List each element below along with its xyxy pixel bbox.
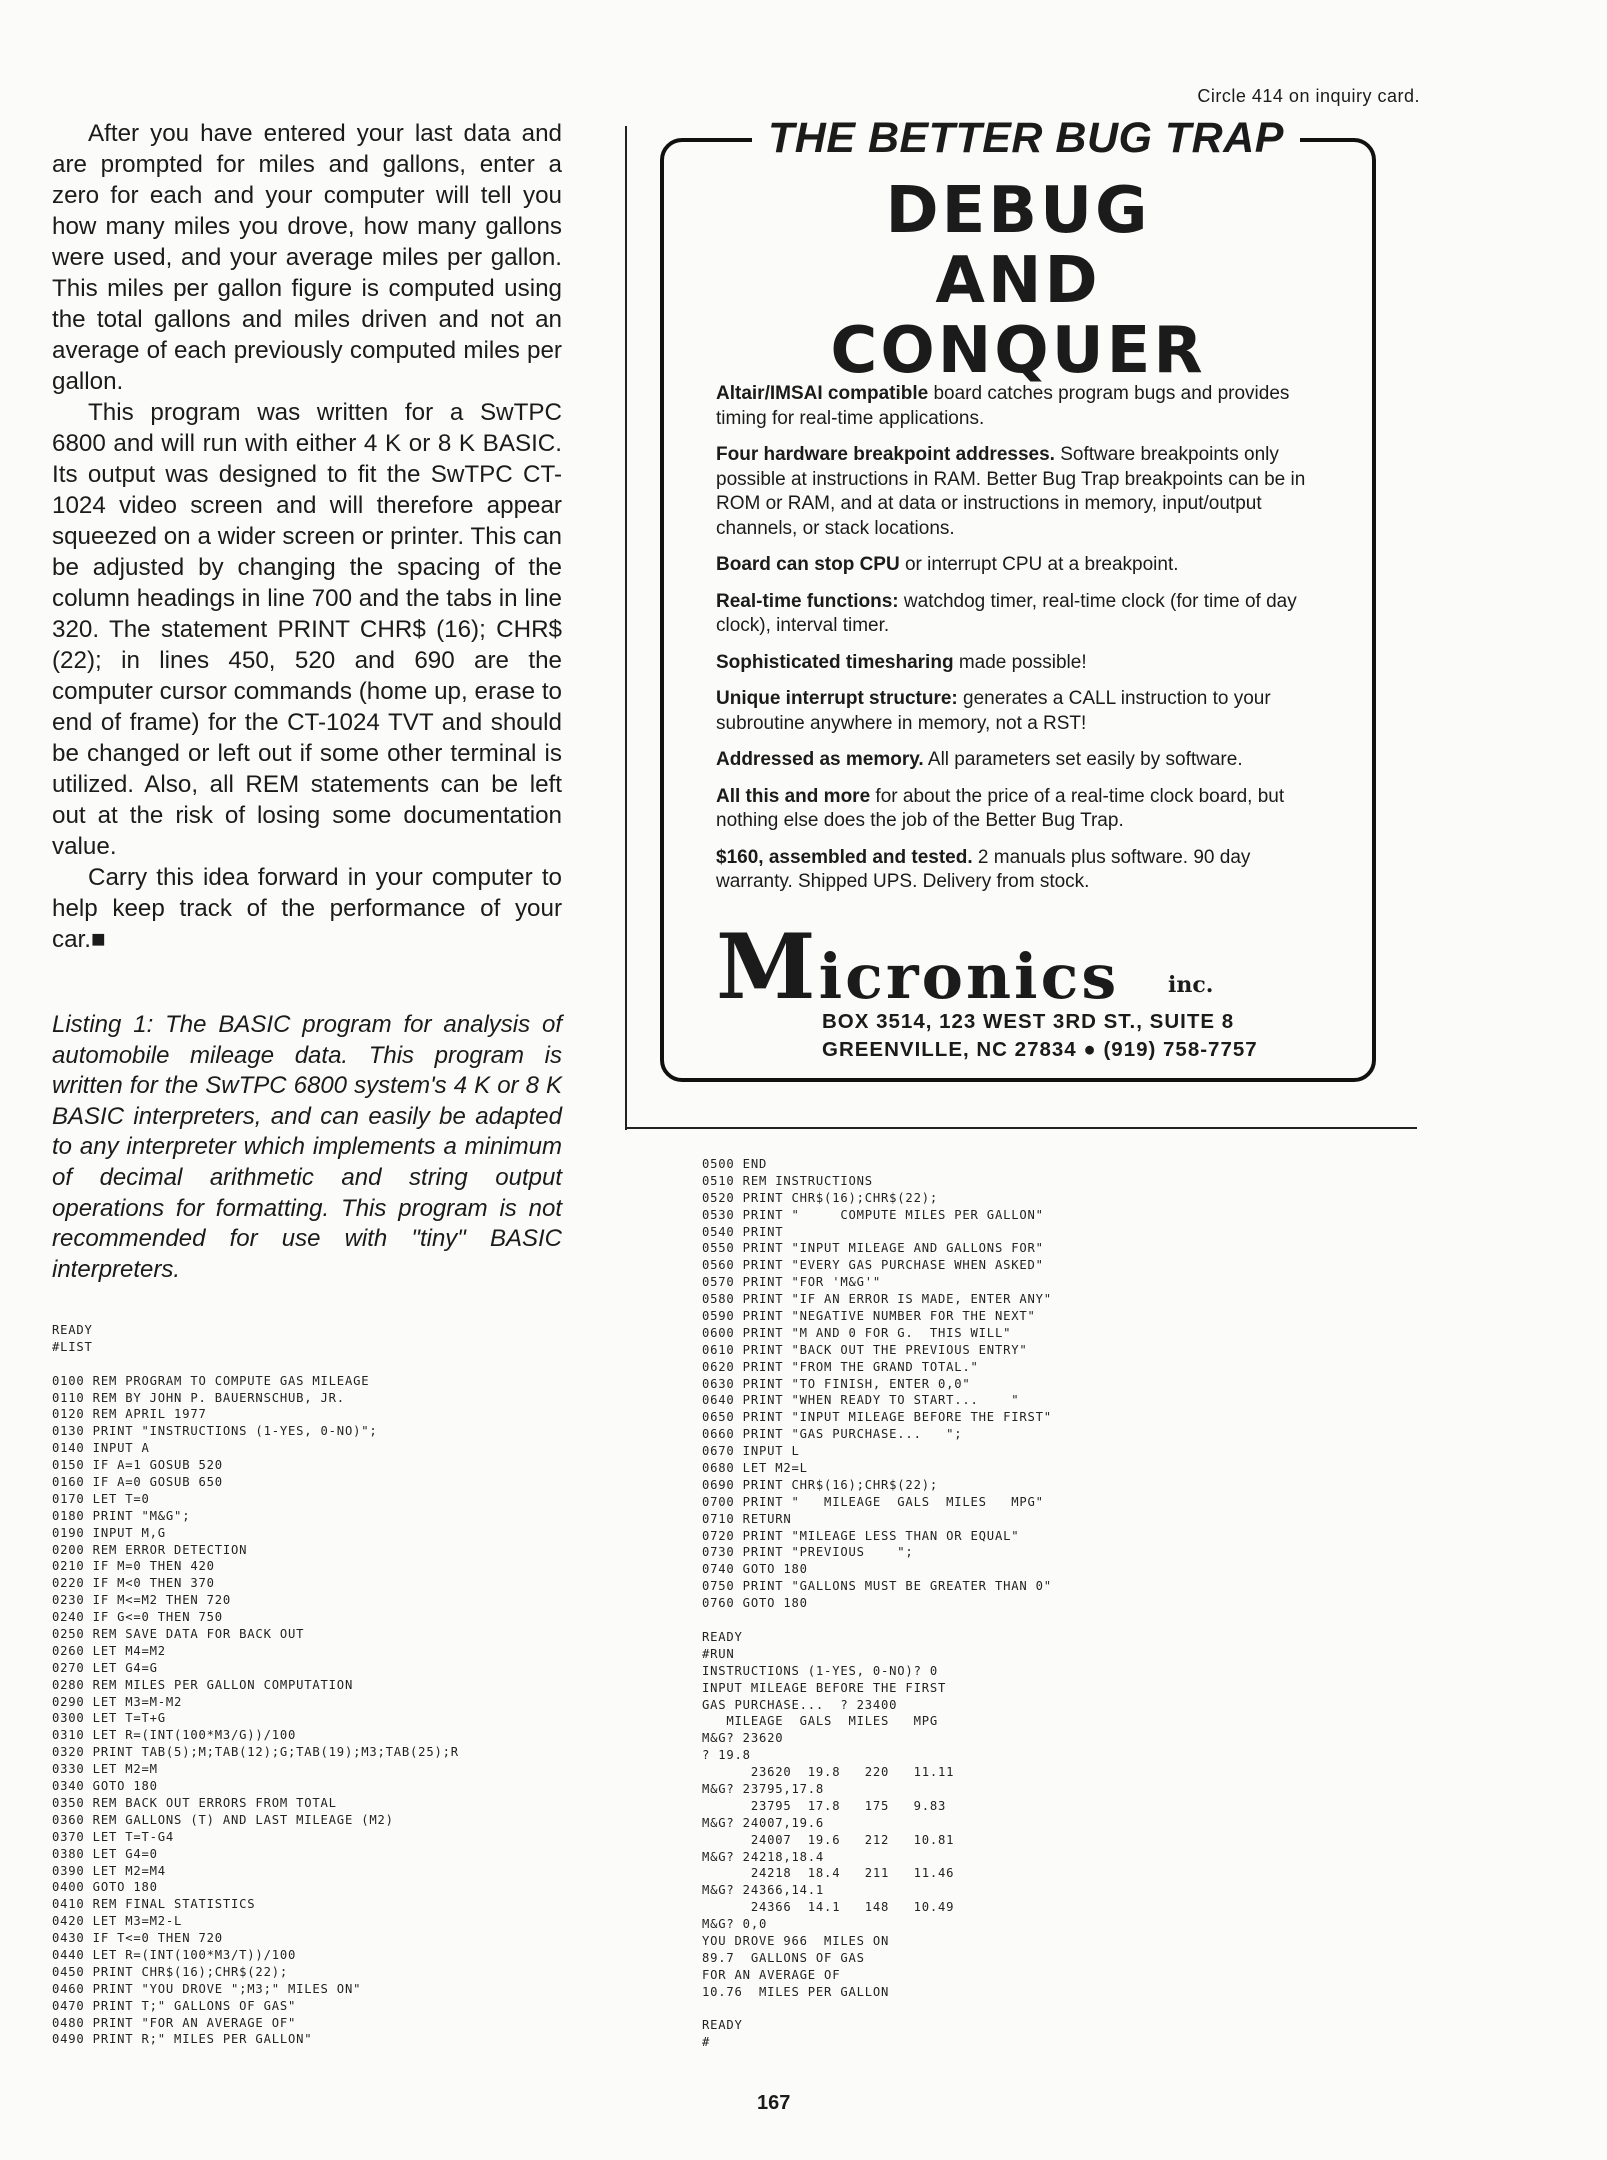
code-line: 0180 PRINT "M&G"; [52, 1508, 191, 1523]
code-line: 24366 14.1 148 10.49 [702, 1900, 955, 1915]
article-paragraph: After you have entered your last data and are prompted for miles and gallons, enter a zero for each and your computer will tell you how many miles you drove, how many gallons were used, and your average miles per gallon. This miles per gallon figure is computed using the total gallons and miles driven and not an average of each previously computed miles per gallon. [52, 120, 562, 395]
code-line: 0100 REM PROGRAM TO COMPUTE GAS MILEAGE [52, 1373, 370, 1388]
code-line: 0700 PRINT " MILEAGE GALS MILES MPG" [702, 1494, 1044, 1509]
code-line: 0760 GOTO 180 [702, 1596, 808, 1611]
code-line: 0310 LET R=(INT(100*M3/G))/100 [52, 1728, 297, 1743]
code-line: 0190 INPUT M,G [52, 1525, 166, 1540]
code-line: 0300 LET T=T+G [52, 1711, 166, 1726]
code-line: 0480 PRINT "FOR AN AVERAGE OF" [52, 2015, 297, 2030]
code-line: GAS PURCHASE... ? 23400 [702, 1697, 898, 1712]
code-line: M&G? 24007,19.6 [702, 1815, 825, 1830]
company-address: BOX 3514, 123 WEST 3RD ST., SUITE 8 GREENVILLE, NC 27834 ● (919) 758-7757 [822, 1010, 1258, 1061]
code-line: 0400 GOTO 180 [52, 1880, 158, 1895]
code-line: 0320 PRINT TAB(5);M;TAB(12);G;TAB(19);M3;TAB(25);R [52, 1745, 459, 1760]
code-line: 0210 IF M=0 THEN 420 [52, 1559, 215, 1574]
code-line: 0580 PRINT "IF AN ERROR IS MADE, ENTER ANY" [702, 1292, 1052, 1307]
code-line: 0380 LET G4=0 [52, 1846, 158, 1861]
code-line: READY [702, 2018, 743, 2033]
code-line: 0500 END [702, 1157, 768, 1171]
code-line: 0450 PRINT CHR$(16);CHR$(22); [52, 1964, 288, 1979]
logo-inc: inc. [1168, 972, 1214, 998]
code-line: 0460 PRINT "YOU DROVE ";M3;" MILES ON" [52, 1981, 362, 1996]
code-line: # [702, 2035, 711, 2050]
code-line: 0230 IF M<=M2 THEN 720 [52, 1593, 232, 1608]
listing-caption: Listing 1: The BASIC program for analysis of automobile mileage data. This program is written for the SwTPC 6800 system's 4 K or 8 K BASIC interpreters, and can easily be adapted to any interpreter which implements a minimum of decimal arithmetic and string output operations for formatting. This program is not recommended for use with "tiny" BASIC interpreters. [52, 1011, 562, 1283]
code-line: 0510 REM INSTRUCTIONS [702, 1173, 873, 1188]
ad-title-and: AND [935, 244, 1101, 318]
ad-feature: Real-time functions: watchdog timer, real-time clock (for time of day clock), interval timer. [716, 590, 1297, 636]
code-line: READY [702, 1629, 743, 1644]
code-line: 0240 IF G<=0 THEN 750 [52, 1610, 223, 1625]
code-line: #LIST [52, 1339, 93, 1354]
code-line: 0170 LET T=0 [52, 1491, 150, 1506]
page-number: 167 [757, 2092, 791, 2114]
code-line: 0220 IF M<0 THEN 370 [52, 1576, 215, 1591]
inquiry-card-note: Circle 414 on inquiry card. [1197, 86, 1420, 106]
code-line: 0520 PRINT CHR$(16);CHR$(22); [702, 1190, 938, 1205]
code-line: 0160 IF A=0 GOSUB 650 [52, 1475, 223, 1490]
ad-title-conquer: CONQUER [830, 314, 1206, 388]
code-line: 0430 IF T<=0 THEN 720 [52, 1931, 223, 1946]
code-line: 0740 GOTO 180 [702, 1562, 808, 1577]
code-line: 0710 RETURN [702, 1511, 792, 1526]
code-line: 0130 PRINT "INSTRUCTIONS (1-YES, 0-NO)"; [52, 1424, 378, 1439]
code-line: 0630 PRINT "TO FINISH, ENTER 0,0" [702, 1376, 971, 1391]
code-line: 0530 PRINT " COMPUTE MILES PER GALLON" [702, 1207, 1044, 1222]
code-line: M&G? 23795,17.8 [702, 1781, 825, 1796]
ad-feature: Board can stop CPU or interrupt CPU at a breakpoint. [716, 554, 1179, 575]
micronics-logo: Micronics [716, 914, 1120, 1020]
code-line: 0680 LET M2=L [702, 1461, 808, 1476]
code-line: 0140 INPUT A [52, 1441, 150, 1456]
code-line: M&G? 24218,18.4 [702, 1849, 825, 1864]
code-line: INSTRUCTIONS (1-YES, 0-NO)? 0 [702, 1663, 938, 1678]
code-line: FOR AN AVERAGE OF [702, 1967, 841, 1982]
ad-feature: Unique interrupt structure: generates a CALL instruction to your subroutine anywhere in memory, not a RST! [716, 688, 1271, 734]
article-text [52, 118, 562, 955]
code-line: 0280 REM MILES PER GALLON COMPUTATION [52, 1677, 354, 1692]
code-line: 0110 REM BY JOHN P. BAUERNSCHUB, JR. [52, 1390, 345, 1405]
code-line: 0640 PRINT "WHEN READY TO START... " [702, 1393, 1020, 1408]
ad-feature: Four hardware breakpoint addresses. Software breakpoints only possible at instructions in RAM. Better Bug Trap breakpoints can be in ROM or RAM, and at data or instructions in memory, input/output channels, or stack locations. [716, 444, 1306, 539]
ad-headline: THE BETTER BUG TRAP [752, 112, 1300, 164]
code-line: 0250 REM SAVE DATA FOR BACK OUT [52, 1627, 305, 1642]
code-line: 0370 LET T=T-G4 [52, 1829, 175, 1844]
ad-title-debug: DEBUG [885, 174, 1151, 248]
code-line: 0200 REM ERROR DETECTION [52, 1542, 248, 1557]
code-line: MILEAGE GALS MILES MPG [702, 1714, 938, 1729]
code-line: 24007 19.6 212 10.81 [702, 1832, 955, 1847]
article-paragraph: Carry this idea forward in your computer to help keep track of the performance of your car.■ [52, 864, 562, 953]
listing-left [52, 1322, 459, 2048]
code-line: 0270 LET G4=G [52, 1660, 158, 1675]
code-line: 0730 PRINT "PREVIOUS "; [702, 1545, 914, 1560]
code-line: 10.76 MILES PER GALLON [702, 1984, 890, 1999]
ad-feature: Addressed as memory. All parameters set easily by software. [716, 749, 1243, 770]
listing-right [702, 1156, 1052, 2051]
code-line: 0470 PRINT T;" GALLONS OF GAS" [52, 1998, 297, 2013]
code-line: 0590 PRINT "NEGATIVE NUMBER FOR THE NEXT" [702, 1309, 1036, 1324]
code-line: 23620 19.8 220 11.11 [702, 1765, 955, 1780]
ad-feature: All this and more for about the price of a real-time clock board, but nothing else does the job of the Better Bug Trap. [716, 785, 1285, 831]
article-paragraph: This program was written for a SwTPC 6800 and will run with either 4 K or 8 K BASIC. Its output was designed to fit the SwTPC CT-1024 video screen and will therefore appear squeezed on a wider screen or printer. This can be adjusted by changing the spacing of the column headings in line 700 and the tabs in line 320. The statement PRINT CHR$ (16); CHR$ (22); in lines 450, 520 and 690 are the computer cursor commands (home up, erase to end of frame) for the CT-1024 TVT and should be changed or left out if some other terminal is utilized. Also, all REM statements can be left out at the risk of losing some documentation value. [52, 399, 562, 860]
code-line: 0120 REM APRIL 1977 [52, 1407, 207, 1422]
code-line: 23795 17.8 175 9.83 [702, 1798, 947, 1813]
code-line: 0570 PRINT "FOR 'M&G'" [702, 1275, 882, 1290]
code-line: 0610 PRINT "BACK OUT THE PREVIOUS ENTRY" [702, 1342, 1028, 1357]
code-line: M&G? 0,0 [702, 1917, 768, 1932]
code-line: 0490 PRINT R;" MILES PER GALLON" [52, 2032, 313, 2047]
code-line: 0350 REM BACK OUT ERRORS FROM TOTAL [52, 1795, 337, 1810]
code-line: 0420 LET M3=M2-L [52, 1914, 183, 1929]
code-line: 0340 GOTO 180 [52, 1779, 158, 1794]
code-line: M&G? 23620 [702, 1731, 784, 1746]
code-line [702, 1612, 1052, 1629]
ad-feature: $160, assembled and tested. 2 manuals plus software. 90 day warranty. Shipped UPS. Delivery from stock. [716, 846, 1251, 892]
code-line: 0550 PRINT "INPUT MILEAGE AND GALLONS FOR" [702, 1241, 1044, 1256]
code-line: 0440 LET R=(INT(100*M3/T))/100 [52, 1947, 297, 1962]
code-line: 0750 PRINT "GALLONS MUST BE GREATER THAN 0" [702, 1579, 1052, 1594]
code-line: 0410 REM FINAL STATISTICS [52, 1897, 256, 1912]
code-line: M&G? 24366,14.1 [702, 1883, 825, 1898]
code-line: 89.7 GALLONS OF GAS [702, 1950, 865, 1965]
code-line: 0150 IF A=1 GOSUB 520 [52, 1458, 223, 1473]
code-line: 24218 18.4 211 11.46 [702, 1866, 955, 1881]
code-line: 0650 PRINT "INPUT MILEAGE BEFORE THE FIRST" [702, 1410, 1052, 1425]
code-line: #RUN [702, 1646, 735, 1661]
vertical-rule [625, 126, 627, 1130]
code-line: 0260 LET M4=M2 [52, 1643, 166, 1658]
code-line: 0720 PRINT "MILEAGE LESS THAN OR EQUAL" [702, 1528, 1020, 1543]
code-line: READY [52, 1323, 93, 1337]
code-line: 0330 LET M2=M [52, 1762, 158, 1777]
ad-body [716, 382, 1330, 907]
code-line: 0390 LET M2=M4 [52, 1863, 166, 1878]
code-line: 0670 INPUT L [702, 1444, 800, 1459]
code-line [52, 1356, 459, 1373]
code-line: 0620 PRINT "FROM THE GRAND TOTAL." [702, 1359, 979, 1374]
horizontal-rule [625, 1127, 1417, 1129]
code-line: 0660 PRINT "GAS PURCHASE... "; [702, 1427, 963, 1442]
code-line: 0540 PRINT [702, 1224, 784, 1239]
code-line: ? 19.8 [702, 1748, 751, 1763]
code-line [702, 2001, 1052, 2018]
code-line: INPUT MILEAGE BEFORE THE FIRST [702, 1680, 947, 1695]
code-line: 0360 REM GALLONS (T) AND LAST MILEAGE (M2) [52, 1812, 394, 1827]
ad-feature: Altair/IMSAI compatible board catches program bugs and provides timing for real-time applications. [716, 383, 1290, 429]
code-line: 0690 PRINT CHR$(16);CHR$(22); [702, 1477, 938, 1492]
ad-feature: Sophisticated timesharing made possible! [716, 651, 1087, 673]
code-line: 0290 LET M3=M-M2 [52, 1694, 183, 1709]
code-line: 0560 PRINT "EVERY GAS PURCHASE WHEN ASKED" [702, 1258, 1044, 1273]
code-line: 0600 PRINT "M AND 0 FOR G. THIS WILL" [702, 1325, 1012, 1340]
code-line: YOU DROVE 966 MILES ON [702, 1933, 890, 1948]
